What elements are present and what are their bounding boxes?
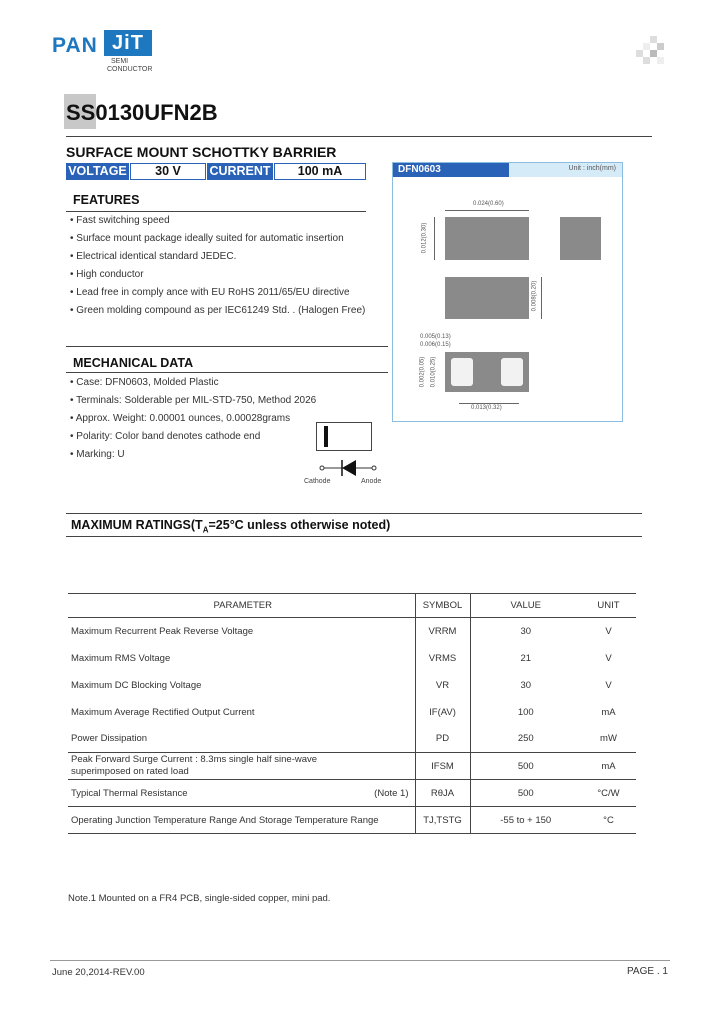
list-item: • Case: DFN0603, Molded Plastic [70, 377, 219, 388]
features-title: FEATURES [73, 193, 140, 207]
mechanical-text: Marking: U [76, 449, 125, 460]
table-row [68, 726, 636, 753]
anode-label: Anode [361, 478, 382, 485]
package-top-view [445, 217, 529, 260]
value-cell: -55 to + 150 [470, 807, 581, 834]
feature-text: Surface mount package ideally suited for automatic insertion [76, 233, 344, 244]
mechanical-text: Polarity: Color band denotes cathode end [76, 431, 261, 442]
footprint-pad-left [451, 358, 473, 386]
dimension-text: 0.002(0.05) [419, 356, 426, 388]
package-unit: Unit : inch(mm) [568, 165, 616, 172]
value-cell: 500 [470, 780, 581, 807]
param-text: Typical Thermal Resistance [71, 787, 188, 799]
package-footprint [445, 352, 529, 392]
table-header-row [68, 594, 636, 618]
list-item: • Marking: U [70, 449, 125, 460]
table-row [68, 672, 636, 699]
feature-text: Fast switching speed [76, 215, 170, 226]
part-number: SS0130UFN2B [66, 100, 218, 125]
footprint-pad-right [501, 358, 523, 386]
dimension-text: 0.010(0.25) [430, 356, 437, 388]
param-cell: Maximum Average Rectified Output Current [71, 706, 255, 718]
list-item: • Electrical identical standard JEDEC. [70, 251, 237, 262]
voltage-label: VOLTAGE [66, 163, 129, 180]
list-item: • Surface mount package ideally suited for automatic insertion [70, 233, 344, 244]
voltage-value: 30 V [130, 163, 206, 180]
dimension-text: 0.024(0.60) [473, 201, 504, 207]
table-row [68, 645, 636, 672]
list-item: • Lead free in comply ance with EU RoHS 2011/65/EU directive [70, 287, 350, 298]
symbol-cell: VRRM [415, 618, 470, 645]
table-row [68, 699, 636, 726]
table-row [68, 753, 636, 780]
param-cell: Power Dissipation [71, 733, 148, 745]
ratings-title-rest: =25°C unless otherwise noted) [208, 518, 391, 532]
symbol-cell: VR [415, 672, 470, 699]
unit-cell: V [605, 625, 612, 637]
ratings-title [71, 518, 390, 535]
param-cell [68, 780, 415, 807]
list-item: • Fast switching speed [70, 215, 170, 226]
unit-cell: V [605, 652, 612, 664]
feature-text: Green molding compound as per IEC61249 Std. . (Halogen Free) [76, 305, 366, 316]
list-item: • High conductor [70, 269, 144, 280]
symbol-cell: RθJA [415, 780, 470, 807]
note-reference: (Note 1) [374, 787, 409, 799]
brand-logo-jit: JiT [104, 30, 152, 56]
dimension-line [434, 217, 435, 260]
param-cell: Operating Junction Temperature Range And Storage Temperature Range [68, 807, 415, 834]
list-item: • Terminals: Solderable per MIL-STD-750, Method 2026 [70, 395, 317, 406]
value-cell: 250 [470, 726, 581, 753]
corner-decoration [636, 36, 666, 66]
package-bottom-view [445, 277, 529, 319]
list-item: • Polarity: Color band denotes cathode end [70, 431, 261, 442]
feature-text: Electrical identical standard JEDEC. [76, 251, 237, 262]
dimension-text: 0.013(0.32) [471, 405, 502, 411]
ratings-title-text: MAXIMUM RATINGS(T [71, 518, 203, 532]
symbol-cell: IFSM [415, 753, 470, 780]
footer-rule [50, 960, 670, 961]
list-item: • Approx. Weight: 0.00001 ounces, 0.00028grams [70, 413, 291, 424]
list-item: • Green molding compound as per IEC61249 Std. . (Halogen Free) [70, 305, 366, 316]
unit-cell: mA [581, 753, 636, 780]
brand-tagline-2: CONDUCTOR [107, 66, 153, 73]
mechanical-title: MECHANICAL DATA [73, 356, 194, 370]
mechanical-text: Terminals: Solderable per MIL-STD-750, Method 2026 [76, 395, 317, 406]
symbol-cell: TJ,TSTG [415, 807, 470, 834]
dimension-text: 0.005(0.13) [420, 334, 451, 340]
table-row [68, 618, 636, 645]
footer-date: June 20,2014-REV.00 [52, 967, 145, 978]
col-header-parameter-text: PARAMETER [213, 600, 272, 611]
brand-logo-pan: PAN [52, 34, 98, 57]
mechanical-list [70, 374, 316, 464]
diode-symbol-icon [316, 456, 380, 480]
unit-cell: mW [600, 733, 617, 745]
col-header-symbol: SYMBOL [415, 594, 470, 618]
footer-page: PAGE . 1 [627, 966, 668, 977]
unit-cell: °C/W [581, 780, 636, 807]
features-list [70, 212, 365, 320]
col-header-parameter [68, 594, 415, 618]
param-cell [68, 753, 415, 780]
current-label: CURRENT [207, 163, 273, 180]
package-panel-header [393, 163, 622, 177]
unit-cell: mA [601, 706, 616, 718]
mechanical-rule [66, 372, 388, 373]
dimension-line [445, 210, 529, 211]
col-header-value: VALUE [470, 594, 581, 618]
mechanical-text: Approx. Weight: 0.00001 ounces, 0.00028grams [75, 413, 291, 424]
dimension-line [541, 277, 542, 319]
symbol-cell: VRMS [415, 645, 470, 672]
param-cell: Maximum Recurrent Peak Reverse Voltage [71, 625, 254, 637]
value-cell: 30 [470, 672, 581, 699]
unit-cell: V [605, 679, 612, 691]
mechanical-text: Case: DFN0603, Molded Plastic [76, 377, 219, 388]
dimension-text: 0.008(0.20) [531, 280, 538, 312]
package-side-view [560, 217, 601, 260]
table-row [68, 807, 636, 834]
ratings-top-rule [66, 513, 642, 514]
value-cell: 500 [470, 753, 581, 780]
param-line-2: superimposed on rated load [71, 766, 189, 777]
footnote: Note.1 Mounted on a FR4 PCB, single-sided copper, mini pad. [68, 893, 331, 904]
ratings-title-sub: A [202, 525, 209, 535]
value-cell: 21 [470, 645, 581, 672]
unit-cell: °C [581, 807, 636, 834]
symbol-cell: PD [415, 726, 470, 753]
product-subtitle: SURFACE MOUNT SCHOTTKY BARRIER [66, 144, 337, 160]
feature-text: Lead free in comply ance with EU RoHS 2011/65/EU directive [76, 287, 350, 298]
dimension-text: 0.012(0.30) [421, 222, 428, 254]
dimension-line [459, 403, 519, 404]
symbol-cell: IF(AV) [415, 699, 470, 726]
polarity-marking-diagram [316, 422, 372, 451]
param-cell: Maximum RMS Voltage [71, 652, 171, 664]
feature-text: High conductor [76, 269, 144, 280]
brand-tagline [107, 58, 152, 74]
mechanical-top-rule [66, 346, 388, 347]
cathode-band [324, 426, 328, 447]
col-header-unit: UNIT [581, 594, 636, 618]
ratings-table [68, 593, 636, 834]
param-line-1: Peak Forward Surge Current : 8.3ms single half sine-wave [71, 754, 318, 765]
package-outline-panel [392, 162, 623, 422]
value-cell: 30 [470, 618, 581, 645]
ratings-title-rule [66, 536, 642, 537]
table-row [68, 780, 636, 807]
param-cell: Maximum DC Blocking Voltage [71, 679, 202, 691]
value-cell: 100 [470, 699, 581, 726]
title-rule [66, 136, 652, 137]
current-value: 100 mA [274, 163, 366, 180]
dimension-text: 0.006(0.15) [420, 342, 451, 348]
cathode-label: Cathode [304, 478, 331, 485]
package-name: DFN0603 [393, 163, 509, 177]
brand-tagline-1: SEMI [111, 58, 129, 65]
